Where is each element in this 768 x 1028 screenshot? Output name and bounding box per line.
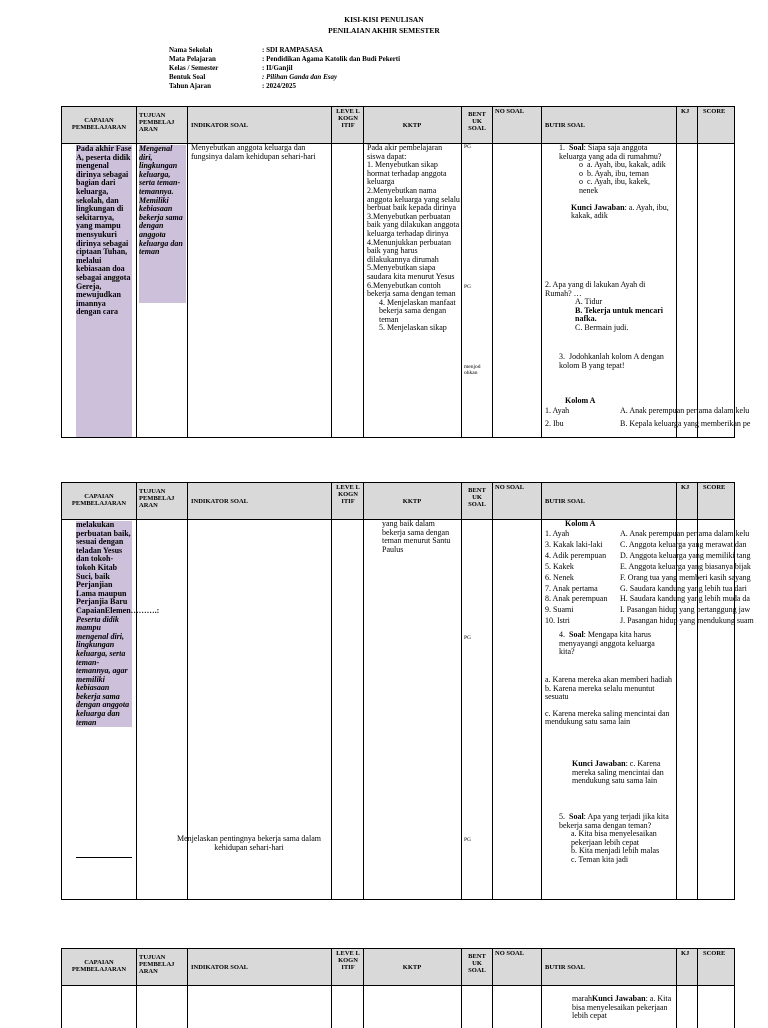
continued-text: marah [572,994,592,1003]
option: a. Karena mereka akan memberi hadiah [545,675,673,684]
option: c. Teman kita jadi [571,854,629,864]
header-indikator: INDIKATOR SOAL [191,964,249,971]
bentuk-soal: PG [464,144,472,150]
kktp-item: 2.Menyebutkan nama anggota keluarga yang selalu berbuat baik kepada dirinya [367,185,460,213]
kktp-item: 3.Menyebutkan perbuatan baik yang dilakukan anggota keluarga terhadap dirinya [367,211,460,238]
question-3: 3. Jodohkanlah kolom A dengan kolom B yang tepat! [559,352,664,370]
meta-value: : Pilihan Ganda dan Esay [262,73,338,81]
bentuk-soal: menjod ohkan [464,364,481,376]
kktp-item: 1. Menyebutkan sikap hormat terhadap anggota keluarga [367,160,447,187]
question-text: : Siapa saja anggota keluarga yang ada di rumahmu? [559,143,662,161]
header-butir: BUTIR SOAL [545,122,585,129]
question-5-key [572,995,672,1021]
match-row: 2. Ibu B. Kepala keluarga yang memberikan pe [545,419,751,428]
match-row: 5. Kakek E. Anggota keluarga yang biasanya bijak [545,561,751,571]
indikator-text: Menjelaskan pentingnya bekerja sama dalam kehidupan sehari-hari [177,834,321,852]
meta-key: Mata Pelajaran [169,55,216,63]
match-list [545,529,754,627]
option: b. Karena mereka selalu menuntut sesuatu [545,683,655,702]
header-level: LEVE L KOGN ITIF [336,108,360,129]
question-text: Jodohkanlah kolom A dengan kolom B yang tepat! [559,352,664,370]
kktp-item: 5.Menyebutkan siapa saudara kita menurut Yesus [367,263,455,281]
kktp-text: yang baik dalam bekerja sama dengan teman menurut Santu Paulus [382,519,451,554]
school-meta [169,46,400,91]
meta-key: Tahun Ajaran [169,82,211,90]
header-kktp: KKTP [402,964,422,971]
option: c. Karena mereka saling mencintai dan mendukung satu sama lain [545,708,670,727]
answer-key: : c. Karena mereka saling mencintai dan mendukung satu sama lain [572,759,664,786]
meta-value: : SDI RAMPASASA [262,46,323,54]
option: a. Kita bisa menyelesaikan pekerjaan lebih cepat [571,829,657,847]
meta-value: : II/Ganjil [262,64,293,72]
header-capaian: CAPAIAN PEMBELAJARAN [71,493,127,507]
question-4-options [545,676,673,727]
kktp-item: 5. Menjelaskan sikap [379,323,447,333]
header-kktp: KKTP [402,498,422,505]
question-1: 1. Soal: Siapa saja anggota keluarga yang ada di rumahmu? o a. Ayah, ibu, kakak, adik o b. Ayah, ibu, teman o c. Ayah, ibu, kakek, nenek Kunci Jawaban: a. Ayah, ibu, kakak, adik [559,143,669,221]
answer-key-label: Kunci Jawaban [592,994,646,1003]
option: c. Ayah, ibu, kakek, nenek [579,177,651,195]
header-kktp: KKTP [402,122,422,129]
option: A. Tidur [575,297,603,307]
header-tujuan: TUJUAN PEMBELAJ ARAN [139,112,175,133]
question-4: 4. Soal: Mengapa kita harus menyayangi anggota keluarga kita? [559,630,655,657]
match-row: 6. Nenek F. Orang tua yang memberi kasih sayang [545,572,751,582]
soal-label: Soal [569,630,584,639]
match-row: 9. Suami I. Pasangan hidup yang bertanggung jaw [545,605,751,615]
bentuk-soal: PG [464,635,472,641]
header-level: LEVE L KOGN ITIF [336,950,360,971]
question-text: : Mengapa kita harus menyayangi anggota keluarga kita? [559,630,655,657]
doc-subtitle: PENILAIAN AKHIR SEMESTER [328,26,440,35]
header-kj: KJ [681,950,690,957]
kktp-item: 4. Menjelaskan manfaat bekerja sama dengan teman [379,297,456,324]
header-score: SCORE [703,484,726,491]
capaian-text: Pada akhir Fase A, peserta didik mengenal dirinya sebagai bagian dari keluarga, sekolah, dan lingkungan di sekitarnya, yang mampu mensyukuri dirinya sebagai ciptaan Tuhan, melalui kebiasaan doa sebagai anggota Gereja, mewujudkan imannya dengan cara [76,145,132,437]
meta-value: : Pendidikan Agama Katolik dan Budi Pekerti [262,55,401,63]
meta-value: : 2024/2025 [262,82,297,90]
option: C. Bermain judi. [575,322,629,332]
header-butir: BUTIR SOAL [545,498,585,505]
question-text: : Apa yang terjadi jika kita bekerja sama dengan teman? [559,812,669,830]
bentuk-soal: PG [464,837,472,843]
option: b. Kita menjadi lebih malas [571,846,660,856]
question-5: 5. Soal: Apa yang terjadi jika kita bekerja sama dengan teman? a. Kita bisa menyelesaikan pekerjaan lebih cepat b. Kita menjadi lebih malas c. Teman kita jadi [559,813,671,865]
header-bentuk: BENT UK SOAL [468,953,486,974]
header-tujuan: TUJUAN PEMBELAJ ARAN [139,488,175,509]
meta-key: Kelas / Semester [169,64,219,72]
answer-key-label: Kunci Jawaban [572,759,626,768]
match-row: 1. Ayah A. Anak perempuan pertama dalam kelu [545,406,750,415]
kolom-a-label: Kolom A [565,396,596,405]
header-tujuan: TUJUAN PEMBELAJ ARAN [139,954,175,975]
header-kj: KJ [681,484,690,491]
kktp-item: Pada akir pembelajaran siswa dapat: [367,143,443,161]
meta-key: Bentuk Soal [169,73,206,81]
kktp-item: 6.Menyebutkan contoh bekerja sama dengan teman [367,280,456,299]
question-4-key [572,760,672,786]
match-row: 3. Kakak laki-laki C. Anggota keluarga yang merawat dan [545,539,747,549]
answer-key-label: Kunci Jawaban [571,202,625,212]
header-score: SCORE [703,950,726,957]
header-indikator: INDIKATOR SOAL [191,122,249,129]
header-capaian: CAPAIAN PEMBELAJARAN [71,117,127,131]
question-2: 2. Apa yang di lakukan Ayah di Rumah? … A. Tidur B. Tekerja untuk mencari nafka. C. Bermain judi. [545,281,670,333]
kolom-a-label: Kolom A [565,519,596,528]
option: a. Ayah, ibu, kakak, adik [587,160,666,170]
match-row: 4. Adik perempuan D. Anggota keluarga yang memiliki tang [545,550,751,560]
indikator-text: Menyebutkan anggota keluarga dan fungsinya dalam kehidupan sehari-hari [191,143,316,161]
header-bentuk: BENT UK SOAL [468,111,486,132]
header-nosoal: NO SOAL [495,950,525,957]
header-butir: BUTIR SOAL [545,964,585,971]
header-capaian: CAPAIAN PEMBELAJARAN [71,959,127,973]
soal-label: Soal [569,812,584,821]
header-bentuk: BENT UK SOAL [468,487,486,508]
kisi-table-3 [61,948,735,1028]
soal-label: Soal [569,143,584,152]
capaian-text: melakukan perbuatan baik, sesuai dengan teladan Yesus dan tokoh-tokoh Kitab Suci, baik Perjanjian Lama maupun Perjanjia Baru CapaianElemen……….: [76,520,160,615]
match-row: 1. Ayah A. Anak perempuan pertama dalam kelu [545,529,750,538]
header-kj: KJ [681,108,690,115]
match-row: 10. Istri J. Pasangan hidup yang mendukung suam [545,616,754,626]
answer-key: : a. Ayah, ibu, kakak, adik [571,202,669,221]
kisi-table-2 [61,482,754,900]
header-score: SCORE [703,108,726,115]
capaian-elemen: Peserta didik mampu mengenal diri, lingkungan keluarga, serta teman-temannya, agar memiliki kebiasaan bekerja sama dengan anggota keluarga dan teman [76,616,132,728]
kktp-item: 4.Menunjukkan perbuatan baik yang harus dilakukannya dirumah [367,237,451,264]
bentuk-soal: PG [464,284,472,290]
meta-key: Nama Sekolah [169,46,213,54]
capaian-cell [76,520,160,858]
header-indikator: INDIKATOR SOAL [191,498,249,505]
answer-key: : a. Kita bisa menyelesaikan pekerjaan lebih cepat [572,994,672,1021]
header-level: LEVE L KOGN ITIF [336,484,360,505]
header-nosoal: NO SOAL [495,108,525,115]
match-row: 7. Anak pertama G. Saudara kandung yang lebih tua dari [545,583,747,593]
match-row: 8. Anak perempuan H. Saudara kandung yang lebih muda da [545,594,750,604]
kisi-table-1 [61,106,751,438]
option: B. Tekerja untuk mencari nafka [575,305,664,324]
kktp-list [367,144,460,438]
doc-title: KISI-KISI PENULISAN [344,15,424,24]
question-text: 2. Apa yang di lakukan Ayah di Rumah? … [545,280,646,298]
header-nosoal: NO SOAL [495,484,525,491]
tujuan-text: Mengenal diri, lingkungan keluarga, serta teman-temannya. Memiliki kebiasaan bekerja sama dengan anggota keluarga dan teman [139,145,186,303]
option: b. Ayah, ibu, teman [587,168,649,178]
